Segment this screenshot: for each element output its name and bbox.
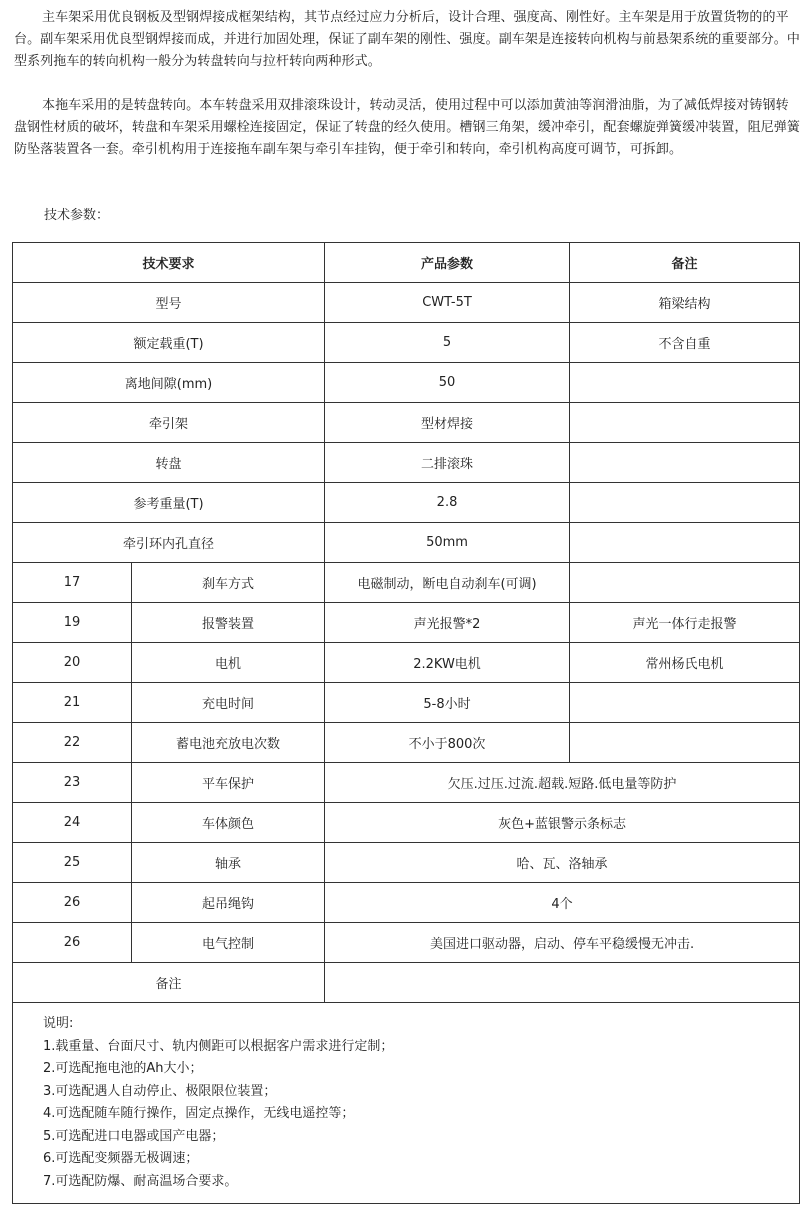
remark-cell: 常州杨氏电机 [570,643,800,683]
parameter-cell: 型材焊接 [325,403,570,443]
item-number-cell: 19 [13,603,132,643]
remark-cell [570,403,800,443]
parameter-cell: 欠压.过压.过流.超载.短路.低电量等防护 [325,763,800,803]
item-name-cell: 报警装置 [132,603,325,643]
parameter-cell: 50mm [325,523,570,563]
remark-row-label: 备注 [13,963,325,1003]
notes-item: 1.载重量、台面尺寸、轨内侧距可以根据客户需求进行定制； [43,1038,394,1054]
notes-item: 2.可选配拖电池的Ah大小； [43,1061,203,1076]
table-row [13,323,800,363]
parameter-cell: 2.2KW电机 [325,643,570,683]
table-row [13,643,800,683]
requirement-cell: 参考重量(T) [13,483,325,523]
item-name-cell: 电气控制 [132,923,325,963]
parameter-cell: 灰色+蓝银警示条标志 [325,803,800,843]
table-row [13,603,800,643]
item-name-cell: 轴承 [132,843,325,883]
remark-cell: 声光一体行走报警 [570,603,800,643]
item-number-cell: 25 [13,843,132,883]
table-row [13,483,800,523]
table-row [13,723,800,763]
header-remark: 备注 [570,243,800,283]
item-name-cell: 电机 [132,643,325,683]
table-row [13,403,800,443]
table-row [13,923,800,963]
parameter-cell: 哈、瓦、洛轴承 [325,843,800,883]
notes-item: 4.可选配随车随行操作，固定点操作，无线电遥控等； [43,1106,355,1121]
header-parameter: 产品参数 [325,243,570,283]
item-number-cell: 23 [13,763,132,803]
notes-item: 6.可选配变频器无极调速； [43,1151,199,1166]
intro-paragraph-1: 主车架采用优良钢板及型钢焊接成框架结构，其节点经过应力分析后，设计合理、强度高、刚性好。主车架是用于放置货物的的平台。副车架采用优良型钢焊接而成，并进行加固处理，保证了副车架的刚性、强度。副车架是连接转向机构与前悬架系统的重要部分。中型系列拖车的转向机构一般分为转盘转向与拉杆转向两种形式。 [14,10,801,69]
item-number-cell: 20 [13,643,132,683]
item-number-cell: 26 [13,923,132,963]
remark-cell [570,523,800,563]
item-number-cell: 26 [13,883,132,923]
parameter-cell: 不小于800次 [325,723,570,763]
remark-cell [570,443,800,483]
spec-section-label: 技术参数： [44,208,110,223]
requirement-cell: 型号 [13,283,325,323]
requirement-cell: 离地间隙(mm) [13,363,325,403]
remark-cell [570,363,800,403]
item-name-cell: 蓄电池充放电次数 [132,723,325,763]
notes-row [13,1003,800,1204]
notes-item: 7.可选配防爆、耐高温场合要求。 [43,1173,238,1189]
requirement-cell: 牵引架 [13,403,325,443]
parameter-cell: 电磁制动，断电自动刹车(可调) [325,563,570,603]
table-row [13,283,800,323]
parameter-cell: CWT-5T [325,283,570,323]
item-name-cell: 平车保护 [132,763,325,803]
intro-paragraph-2: 本拖车采用的是转盘转向。本车转盘采用双排滚珠设计，转动灵活，使用过程中可以添加黄油等润滑油脂，为了减低焊接对铸钢转盘钢性材质的破坏，转盘和车架采用螺栓连接固定，保证了转盘的经久使用。槽钢三角架，缓冲牵引，配套螺旋弹簧缓冲装置，阻尼弹簧防坠落装置各一套。牵引机构用于连接拖车副车架与牵引车挂钩，便于牵引和转向，牵引机构高度可调节，可拆卸。 [14,98,801,157]
item-name-cell: 起吊绳钩 [132,883,325,923]
notes-title: 说明: [43,1016,74,1031]
table-row [13,883,800,923]
remark-cell [570,683,800,723]
requirement-cell: 转盘 [13,443,325,483]
item-number-cell: 24 [13,803,132,843]
item-name-cell: 刹车方式 [132,563,325,603]
parameter-cell: 4个 [325,883,800,923]
remark-cell [570,723,800,763]
parameter-cell: 5 [325,323,570,363]
table-row [13,803,800,843]
table-row [13,363,800,403]
table-row [13,683,800,723]
parameter-cell: 声光报警*2 [325,603,570,643]
parameter-cell: 2.8 [325,483,570,523]
item-name-cell: 车体颜色 [132,803,325,843]
notes-item: 3.可选配遇人自动停止、极限限位装置； [43,1083,277,1099]
remark-row-value [325,963,800,1003]
item-name-cell: 充电时间 [132,683,325,723]
remark-cell [570,483,800,523]
table-row [13,443,800,483]
item-number-cell: 17 [13,563,132,603]
remark-cell: 不含自重 [570,323,800,363]
notes-item: 5.可选配进口电器或国产电器； [43,1128,225,1144]
parameter-cell: 50 [325,363,570,403]
spec-table [12,242,800,1204]
remark-row [13,963,800,1003]
table-row [13,563,800,603]
table-row [13,763,800,803]
notes-cell [13,1003,800,1204]
requirement-cell: 牵引环内孔直径 [13,523,325,563]
table-row [13,523,800,563]
parameter-cell: 二排滚珠 [325,443,570,483]
requirement-cell: 额定载重(T) [13,323,325,363]
table-header-row [13,243,800,283]
header-requirement: 技术要求 [13,243,325,283]
item-number-cell: 21 [13,683,132,723]
parameter-cell: 美国进口驱动器，启动、停车平稳缓慢无冲击. [325,923,800,963]
parameter-cell: 5-8小时 [325,683,570,723]
remark-cell: 箱梁结构 [570,283,800,323]
table-row [13,843,800,883]
remark-cell [570,563,800,603]
item-number-cell: 22 [13,723,132,763]
